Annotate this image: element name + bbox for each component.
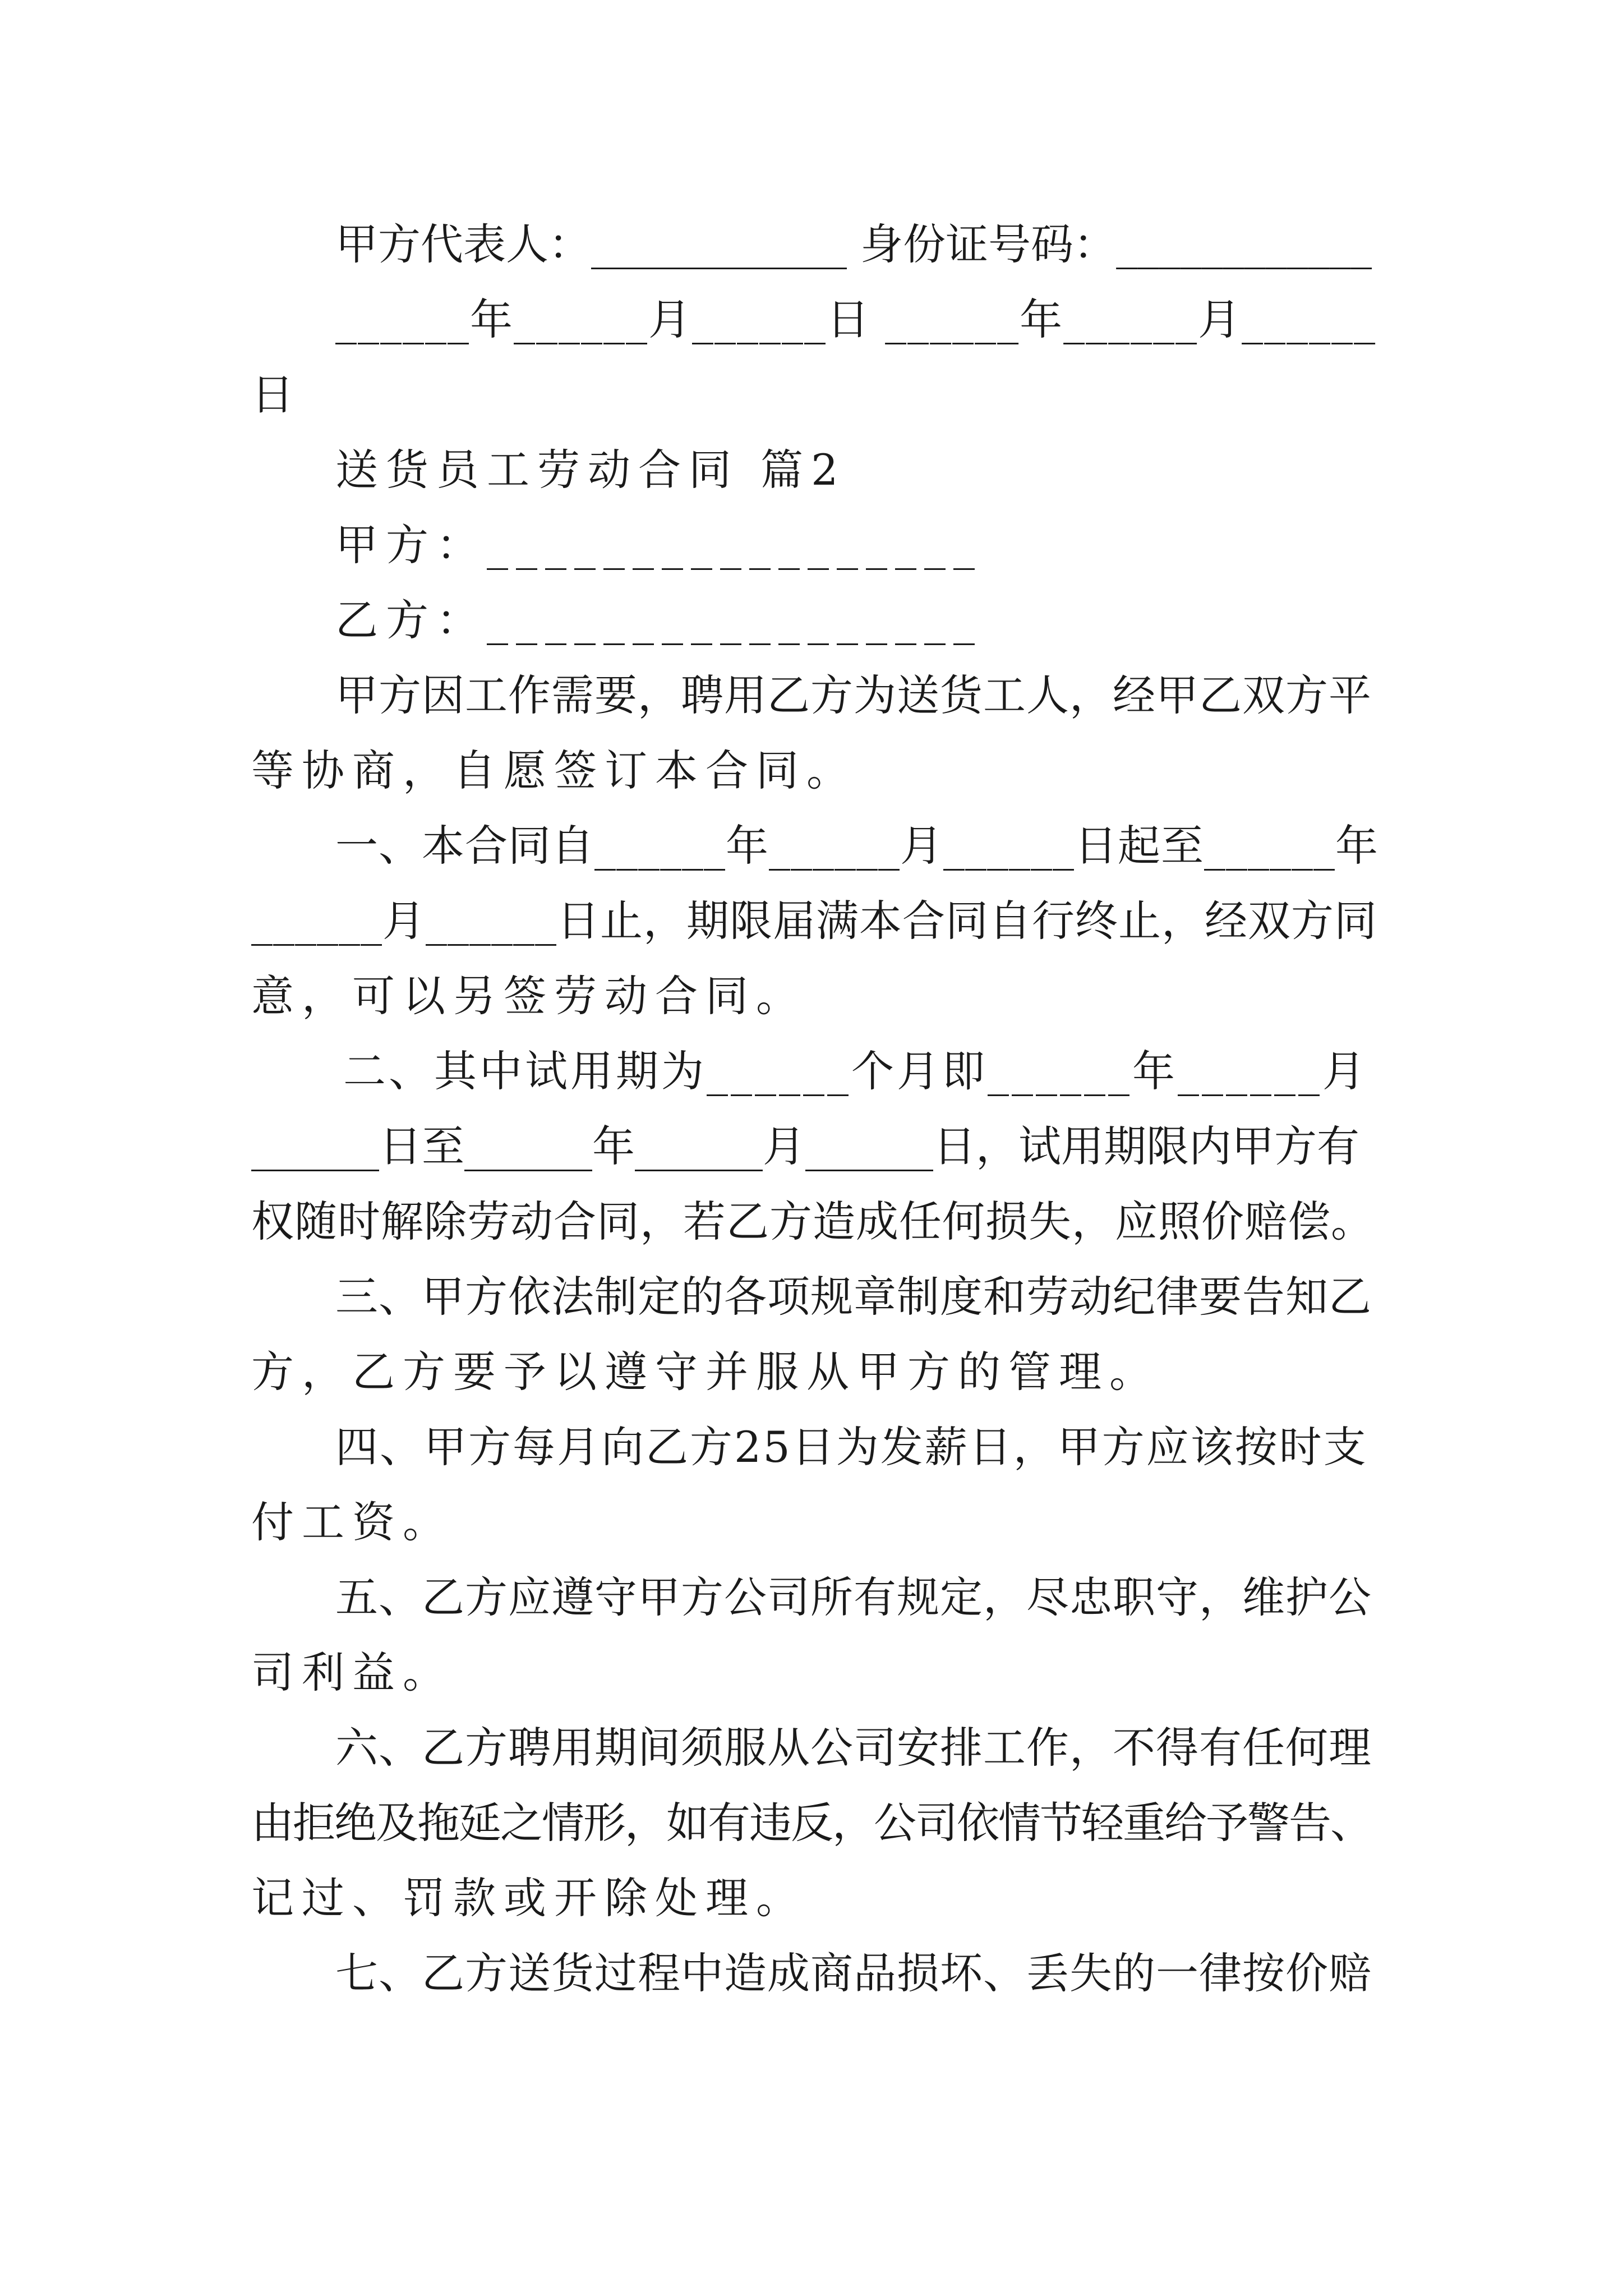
clause-7-line-1: 七、乙方送货过程中造成商品损坏、丢失的一律按价赔 bbox=[335, 1948, 1372, 1998]
signature-date-continuation: 日 bbox=[251, 370, 302, 420]
clause-6-line-3: 记过、罚款或开除处理。 bbox=[251, 1873, 806, 1923]
section-title: 送货员工劳动合同 篇2 bbox=[335, 445, 846, 495]
clause-6-line-2: 由拒绝及拖延之情形，如有违反，公司依情节轻重给予警告、 bbox=[251, 1798, 1372, 1848]
clause-6-line-1: 六、乙方聘用期间须服从公司安排工作，不得有任何理 bbox=[335, 1723, 1372, 1773]
preamble-line-2: 等协商，自愿签订本合同。 bbox=[251, 746, 857, 795]
signature-date-line: ______年______月______日 ______年______月______ bbox=[335, 295, 1377, 344]
clause-1-line-1: 一、本合同自______年______月______日起至______年 bbox=[335, 821, 1378, 871]
clause-2-line-1: 二、其中试用期为______个月即______年______月 bbox=[343, 1046, 1368, 1096]
preamble-line-1: 甲方因工作需要，聘用乙方为送货工人，经甲乙双方平 bbox=[335, 670, 1372, 720]
clause-3-line-1: 三、甲方依法制定的各项规章制度和劳动纪律要告知乙 bbox=[335, 1272, 1372, 1322]
clause-4-line-2: 付工资。 bbox=[251, 1497, 453, 1547]
party-a-line: 甲方：_________________ bbox=[335, 520, 983, 570]
party-b-line: 乙方：_________________ bbox=[335, 595, 983, 645]
clause-2-line-3: 权随时解除劳动合同，若乙方造成任何损失，应照价赔偿。 bbox=[251, 1197, 1374, 1246]
clause-2-line-2: ______日至______年______月______日，试用期限内甲方有 bbox=[251, 1121, 1359, 1171]
clause-5-line-2: 司利益。 bbox=[251, 1648, 453, 1697]
clause-3-line-2: 方，乙方要予以遵守并服从甲方的管理。 bbox=[251, 1347, 1160, 1397]
clause-1-line-2: ______月______日止，期限届满本合同自行终止，经双方同 bbox=[251, 896, 1377, 946]
clause-5-line-1: 五、乙方应遵守甲方公司所有规定，尽忠职守，维护公 bbox=[335, 1572, 1372, 1622]
party-a-representative-line: 甲方代表人：____________ 身份证号码：____________ bbox=[335, 219, 1372, 269]
clause-1-line-3: 意，可以另签劳动合同。 bbox=[251, 971, 806, 1021]
clause-4-line-1: 四、甲方每月向乙方25日为发薪日，甲方应该按时支 bbox=[335, 1422, 1368, 1472]
